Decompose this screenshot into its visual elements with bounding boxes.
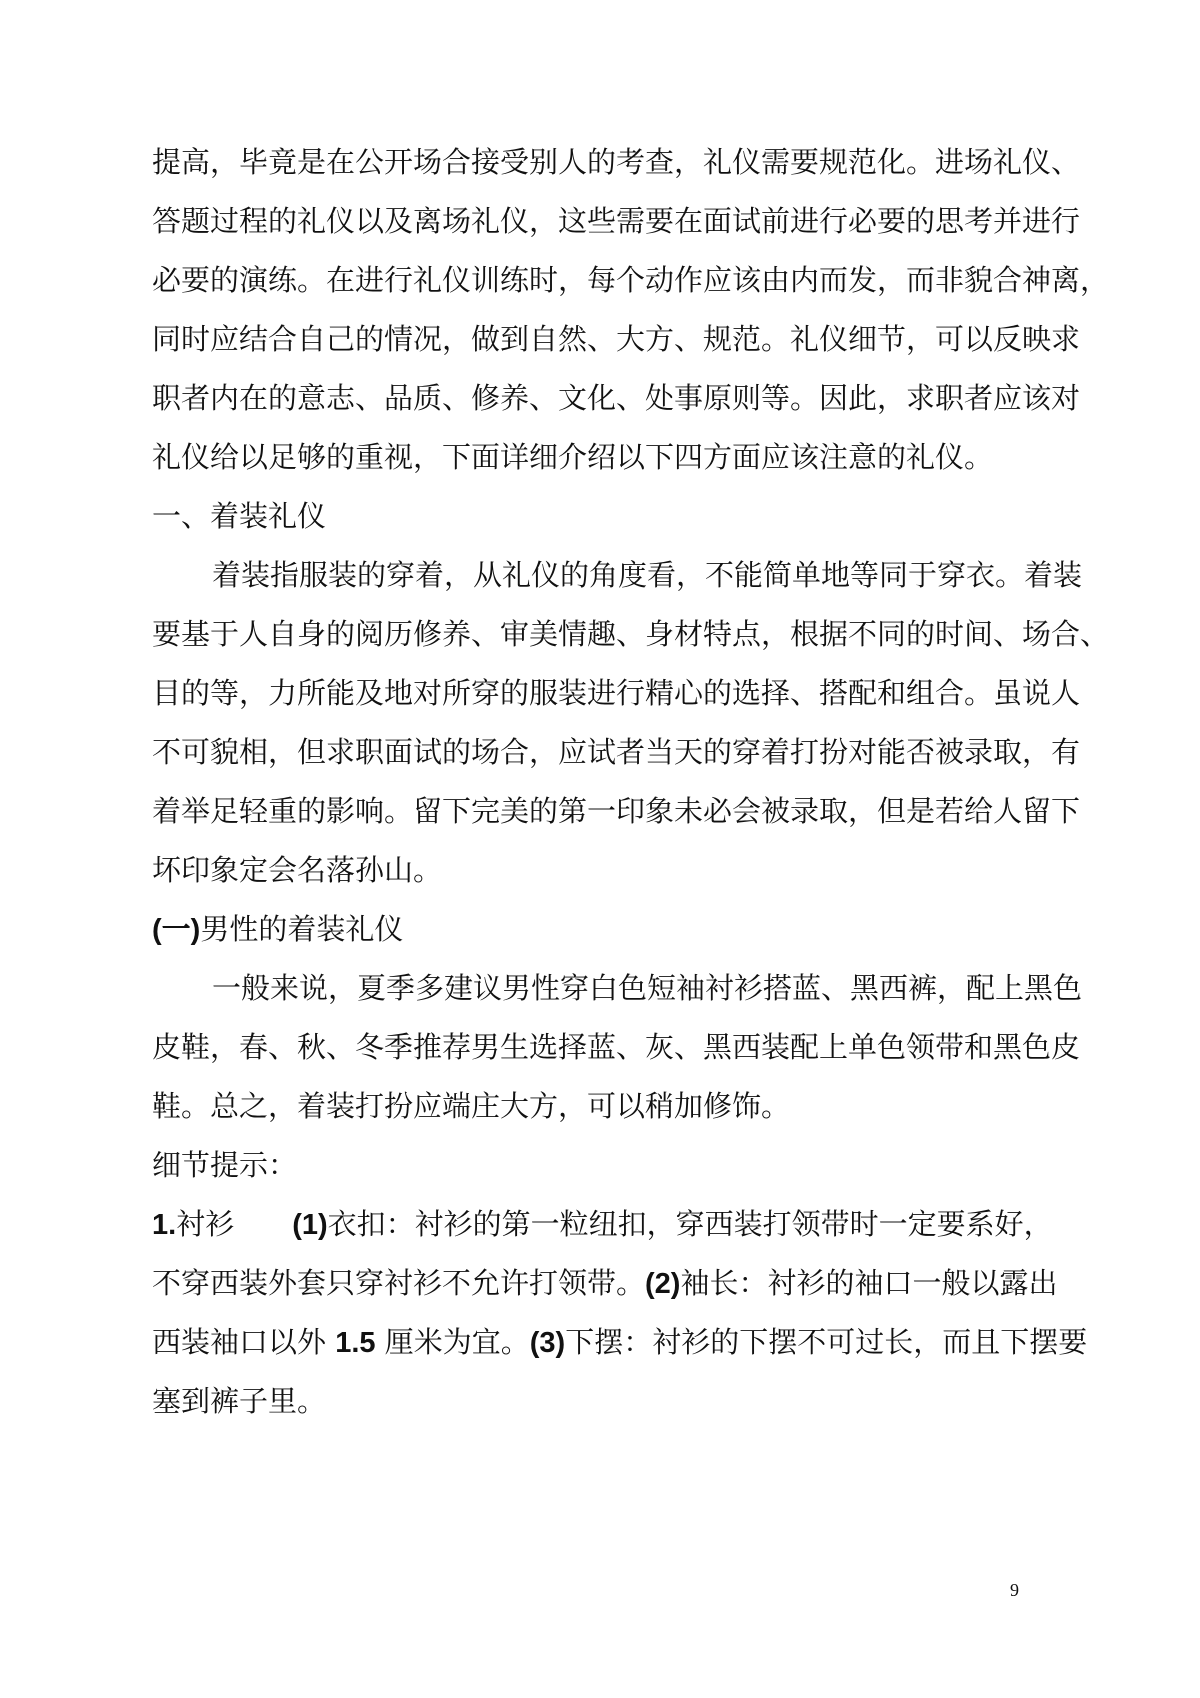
body-line: 目的等，力所能及地对所穿的服装进行精心的选择、搭配和组合。虽说人 bbox=[152, 676, 1081, 710]
body-line: 提高，毕竟是在公开场合接受别人的考查，礼仪需要规范化。进场礼仪、 bbox=[152, 145, 1081, 179]
tip-text: 厘米为宜。 bbox=[375, 1325, 530, 1359]
body-line: 着装指服装的穿着，从礼仪的角度看，不能简单地等同于穿衣。着装 bbox=[212, 558, 1083, 592]
tip-text: 衣扣：衬衫的第一粒纽扣，穿西装打领带时一定要系好， bbox=[327, 1207, 1053, 1241]
body-line: 必要的演练。在进行礼仪训练时，每个动作应该由内而发，而非貌合神离， bbox=[152, 263, 1110, 297]
section-heading: 一、着装礼仪 bbox=[152, 499, 327, 533]
body-line: 要基于人自身的阅历修养、审美情趣、身材特点，根据不同的时间、场合、 bbox=[152, 617, 1110, 651]
tips-heading: 细节提示： bbox=[152, 1148, 298, 1182]
body-line: 坏印象定会名落孙山。 bbox=[152, 853, 443, 887]
tip-text: 袖长：衬衫的袖口一般以露出 bbox=[680, 1266, 1058, 1300]
body-line: 不可貌相，但求职面试的场合，应试者当天的穿着打扮对能否被录取，有 bbox=[152, 735, 1081, 769]
body-line: 一般来说，夏季多建议男性穿白色短袖衬衫搭蓝、黑西裤，配上黑色 bbox=[212, 971, 1083, 1005]
sub-marker: (2) bbox=[645, 1268, 681, 1300]
sub-marker: (1) bbox=[292, 1209, 328, 1241]
tip-line: 塞到裤子里。 bbox=[152, 1384, 327, 1418]
tip-line bbox=[152, 1320, 1088, 1365]
subsection-title: 男性的着装礼仪 bbox=[200, 912, 404, 946]
body-line: 同时应结合自己的情况，做到自然、大方、规范。礼仪细节，可以反映求 bbox=[152, 322, 1081, 356]
sub-marker: (3) bbox=[529, 1327, 566, 1359]
tip-line bbox=[152, 1261, 1058, 1306]
body-line: 鞋。总之，着装打扮应端庄大方，可以稍加修饰。 bbox=[152, 1089, 791, 1123]
body-line: 答题过程的礼仪以及离场礼仪，这些需要在面试前进行必要的思考并进行 bbox=[152, 204, 1081, 238]
tip-text: 下摆：衬衫的下摆不可过长，而且下摆要 bbox=[565, 1325, 1088, 1359]
tip-text: 不穿西装外套只穿衬衫不允许打领带。 bbox=[152, 1266, 646, 1300]
tip-number: 1. bbox=[152, 1209, 177, 1241]
body-line: 礼仪给以足够的重视，下面详细介绍以下四方面应该注意的礼仪。 bbox=[152, 440, 994, 474]
body-line: 着举足轻重的影响。留下完美的第一印象未必会被录取，但是若给人留下 bbox=[152, 794, 1081, 828]
tip-label: 衬衫 bbox=[176, 1207, 235, 1241]
body-line: 皮鞋，春、秋、冬季推荐男生选择蓝、灰、黑西装配上单色领带和黑色皮 bbox=[152, 1030, 1081, 1064]
subsection-marker: (一) bbox=[152, 914, 201, 946]
tip-number-value: 1.5 bbox=[335, 1327, 376, 1359]
page-number: 9 bbox=[1010, 1580, 1019, 1600]
subsection-heading bbox=[152, 907, 1058, 952]
body-line: 职者内在的意志、品质、修养、文化、处事原则等。因此，求职者应该对 bbox=[152, 381, 1081, 415]
tip-line bbox=[152, 1202, 1058, 1247]
tip-text: 西装袖口以外 bbox=[152, 1325, 336, 1359]
